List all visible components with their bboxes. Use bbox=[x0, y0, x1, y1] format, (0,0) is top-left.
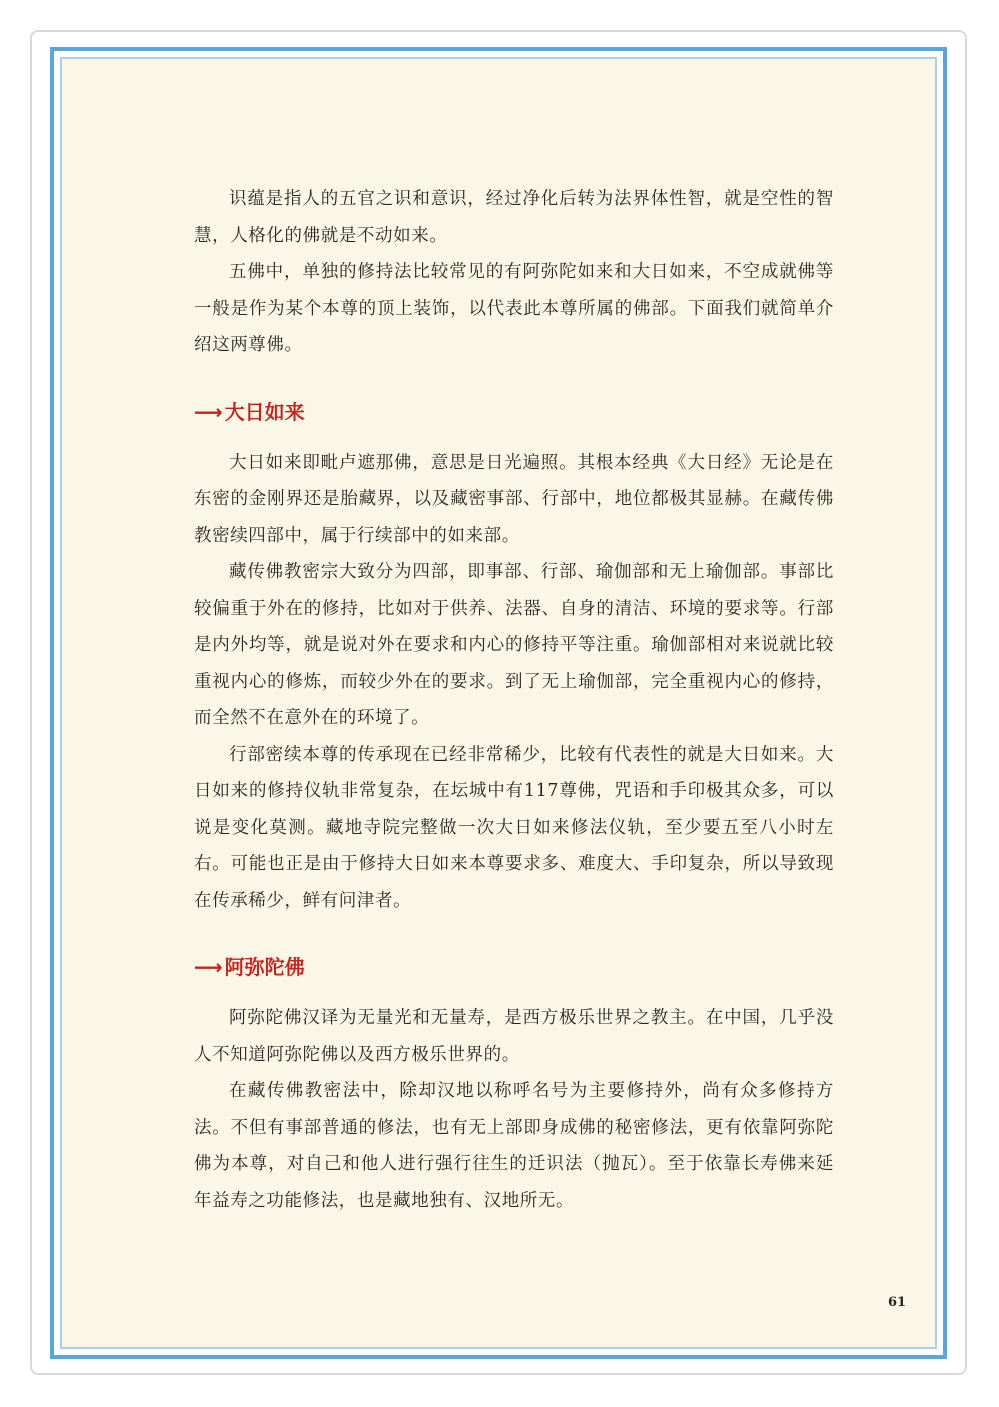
paragraph: 阿弥陀佛汉译为无量光和无量寿，是西方极乐世界之教主。在中国，几乎没人不知道阿弥陀佛以及西方极乐世界的。 bbox=[194, 1008, 834, 1065]
paragraph: 大日如来即毗卢遮那佛，意思是日光遍照。其根本经典《大日经》无论是在东密的金刚界还是胎藏界，以及藏密事部、行部中，地位都极其显赫。在藏传佛教密续四部中，属于行续部中的如来部。 bbox=[194, 452, 834, 546]
paragraph: 五佛中，单独的修持法比较常见的有阿弥陀如来和大日如来，不空成就佛等一般是作为某个本尊的顶上装饰，以代表此本尊所属的佛部。下面我们就简单介绍这两尊佛。 bbox=[194, 262, 834, 355]
paragraph: 在藏传佛教密法中，除却汉地以称呼名号为主要修持外，尚有众多修持方法。不但有事部普通的修法，也有无上部即身成佛的秘密修法，更有依靠阿弥陀佛为本尊，对自己和他人进行强行往生的迁识法（抛瓦）。至于依靠长寿佛来延年益寿之功能修法，也是藏地独有、汉地所无。 bbox=[194, 1081, 834, 1211]
section-title: 大日如来 bbox=[224, 399, 305, 424]
section-title: 阿弥陀佛 bbox=[224, 955, 305, 979]
paragraph: 识蕴是指人的五官之识和意识，经过净化后转为法界体性智，就是空性的智慧，人格化的佛就是不动如来。 bbox=[194, 189, 834, 246]
page-paper bbox=[60, 57, 937, 1349]
page-border bbox=[50, 47, 947, 1359]
section-heading-dari bbox=[194, 397, 834, 427]
paragraph: 藏传佛教密宗大致分为四部，即事部、行部、瑜伽部和无上瑜伽部。事部比较偏重于外在的修持，比如对于供养、法器、自身的清洁、环境的要求等。行部是内外均等，就是说对外在要求和内心的修持平等注重。瑜伽部相对来说就比较重视内心的修炼，而较少外在的要求。到了无上瑜伽部，完全重视内心的修持，而全然不在意外在的环境了。 bbox=[194, 562, 834, 728]
page-number: 61 bbox=[888, 1295, 907, 1310]
arrow-right-icon: ⟶ bbox=[194, 955, 221, 979]
section-heading-amitabha bbox=[194, 952, 834, 982]
arrow-right-icon: ⟶ bbox=[194, 399, 221, 424]
paragraph: 行部密续本尊的传承现在已经非常稀少，比较有代表性的就是大日如来。大日如来的修持仪轨非常复杂，在坛城中有117尊佛，咒语和手印极其众多，可以说是变化莫测。藏地寺院完整做一次大日如来修法仪轨，至少要五至八小时左右。可能也正是由于修持大日如来本尊要求多、难度大、手印复杂，所以导致现在传承稀少，鲜有问津者。 bbox=[194, 744, 834, 911]
page-content bbox=[194, 181, 834, 1219]
